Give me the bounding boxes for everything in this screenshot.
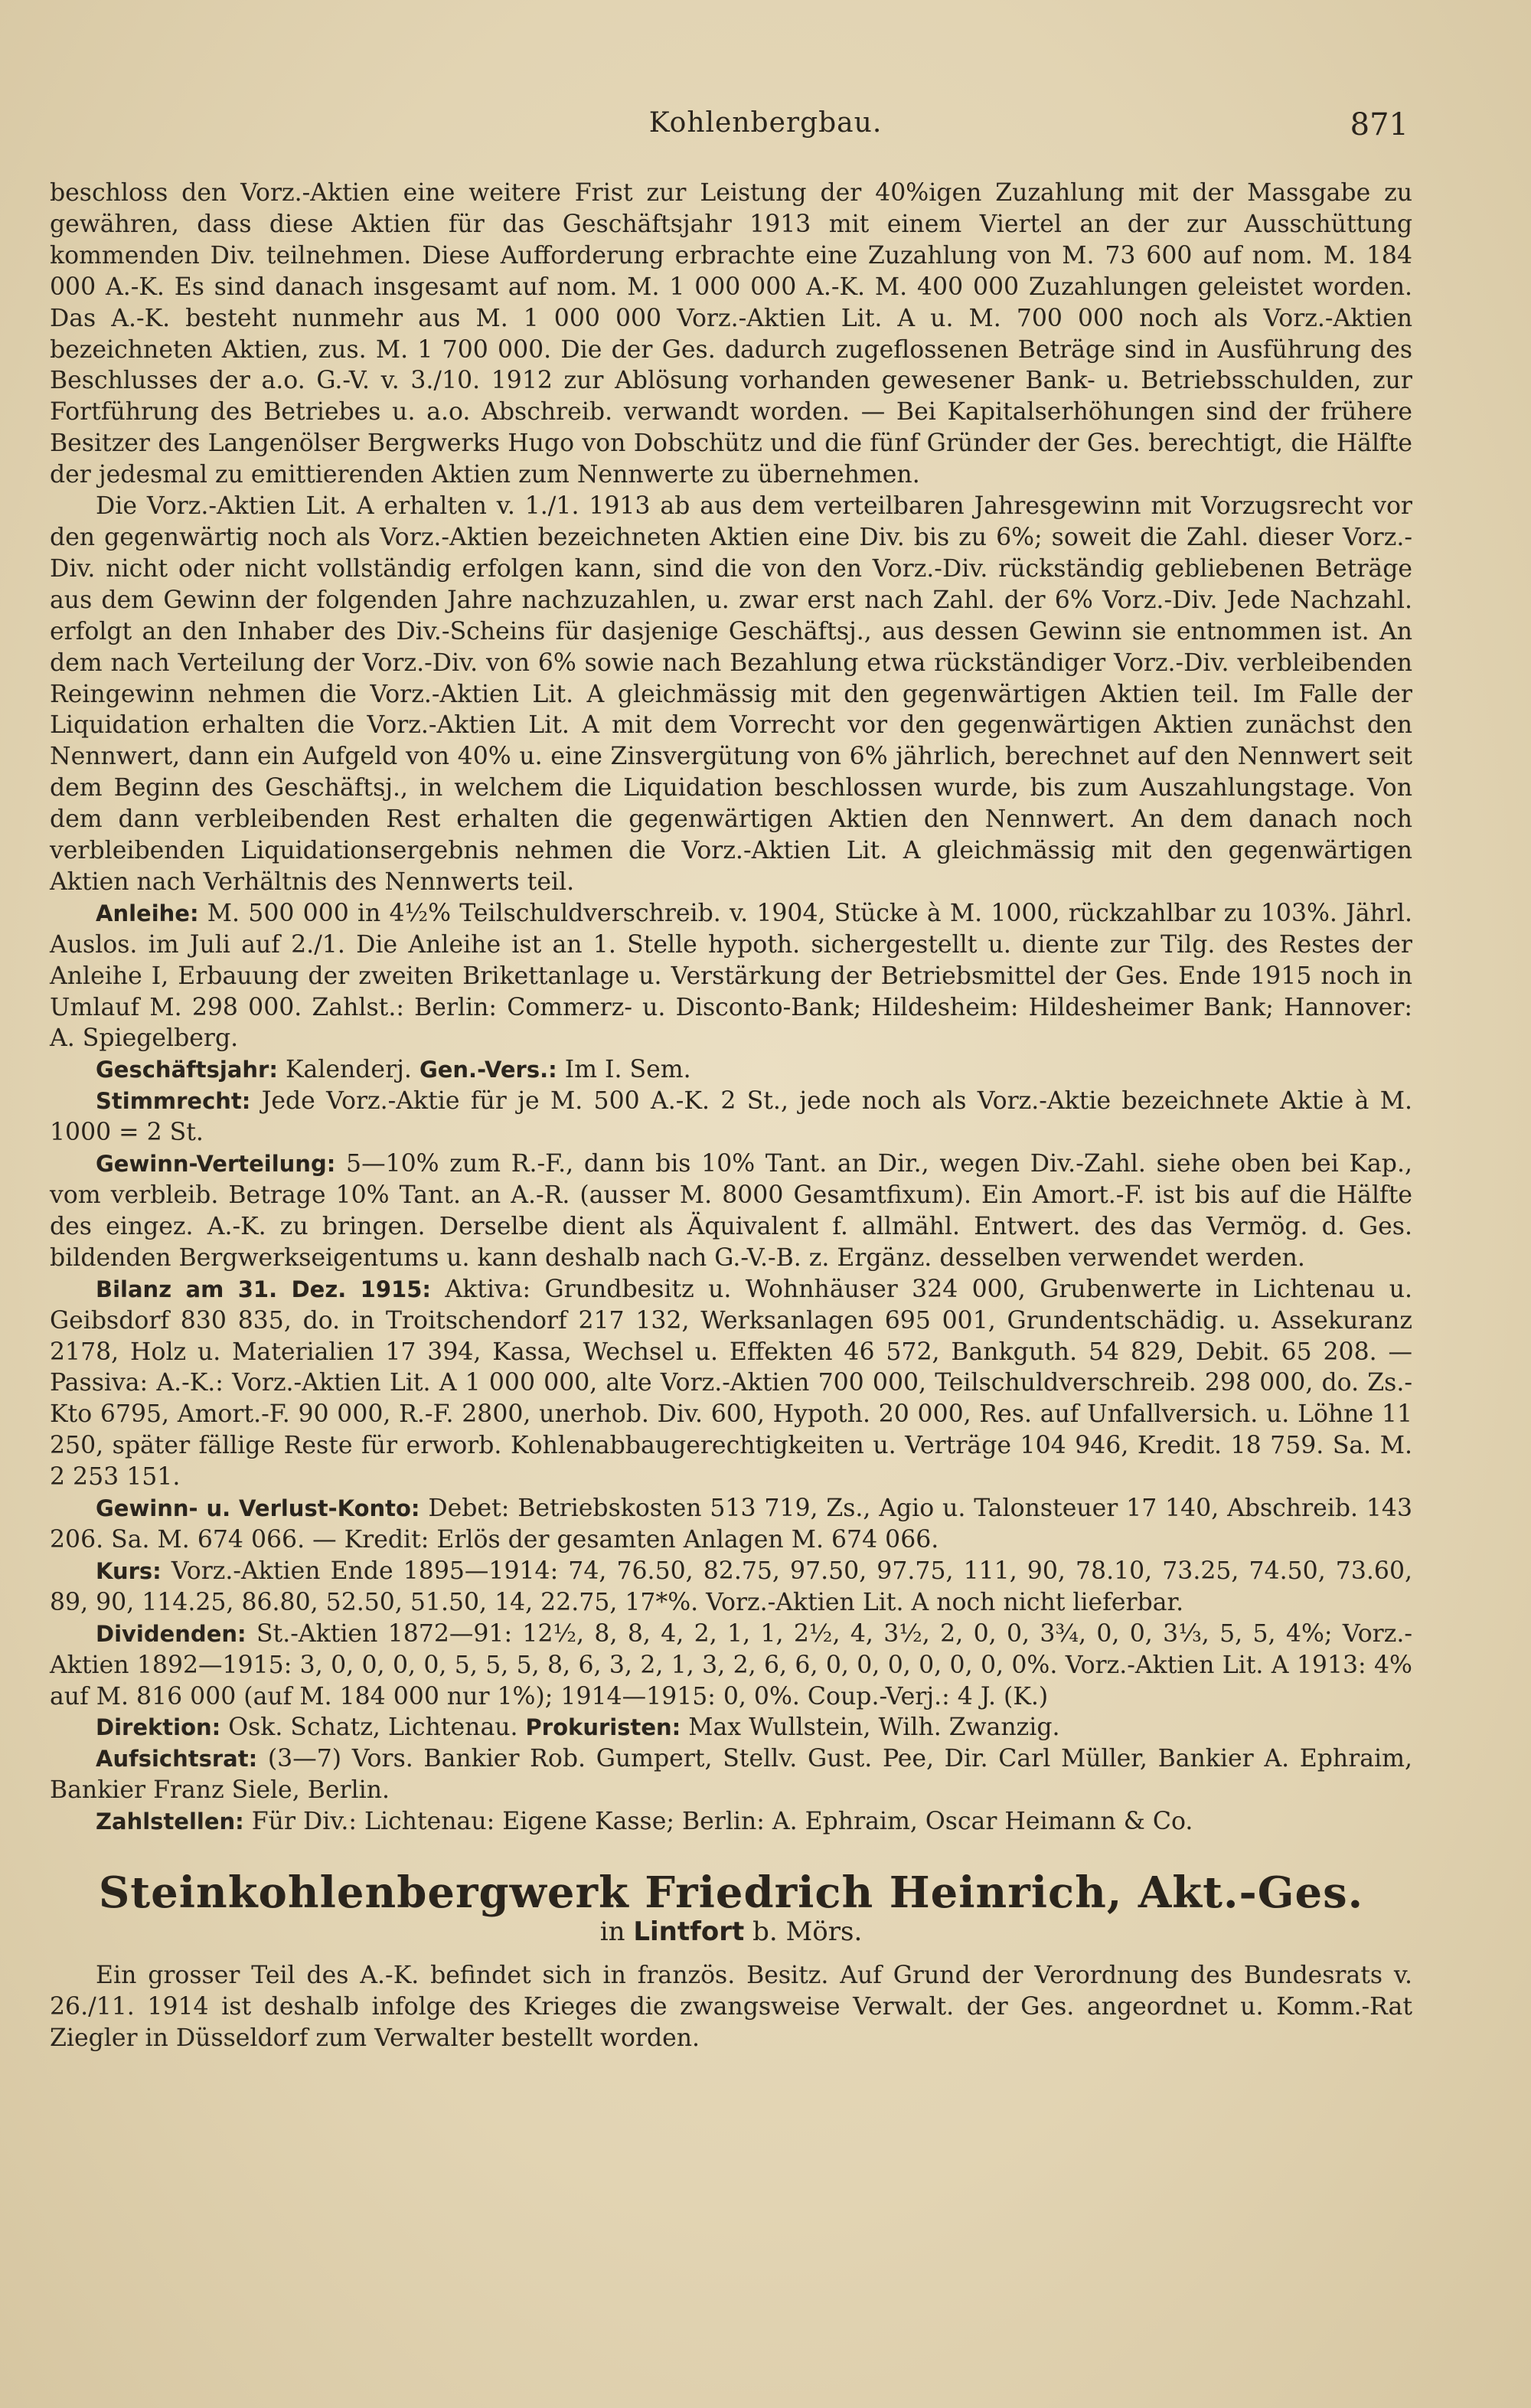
- location-prefix: in: [599, 1916, 625, 1947]
- entry-text: Jede Vorz.-Aktie für je M. 500 A.-K. 2 St., jede noch als Vorz.-Aktie bezeichnete Aktie à M. 1000 = 2 St.: [50, 1087, 1412, 1147]
- entry-text: Vorz.-Aktien Ende 1895—1914: 74, 76.50, 82.75, 97.50, 97.75, 111, 90, 78.10, 73.25, 74.50, 73.60, 89, 90, 114.25, 86.80, 52.50, 51.50, 14, 22.75, 17*%. Vorz.-Aktien Lit. A noch nicht lieferbar.: [50, 1557, 1413, 1616]
- location-suffix: b. Mörs.: [752, 1916, 863, 1947]
- entry-geschaeftsjahr: [50, 1054, 1412, 1086]
- entry-bilanz: [50, 1274, 1412, 1493]
- paragraph-capital: beschloss den Vorz.-Aktien eine weitere Frist zur Leistung der 40%igen Zuzahlung mit der Massgabe zu gewähren, dass diese Aktien für das Geschäftsjahr 1913 mit einem Viertel an der zur Ausschüttung kommenden Div. teilnehmen. Diese Aufforderung erbrachte eine Zuzahlung von M. 73 600 auf nom. M. 184 000 A.-K. Es sind danach insgesamt auf nom. M. 1 000 000 A.-K. M. 400 000 Zuzahlungen geleistet worden. Das A.-K. besteht nunmehr aus M. 1 000 000 Vorz.-Aktien Lit. A u. M. 700 000 noch als Vorz.-Aktien bezeichneten Aktien, zus. M. 1 700 000. Die der Ges. dadurch zugeflossenen Beträge sind in Ausführung des Beschlusses der a.o. G.-V. v. 3./10. 1912 zur Ablösung vorhanden gewesener Bank- u. Betriebsschulden, zur Fortführung des Betriebes u. a.o. Abschreib. verwandt worden. — Bei Kapitalserhöhungen sind der frühere Besitzer des Langenölser Bergwerks Hugo von Dobschütz und die fünf Gründer der Ges. berechtigt, die Hälfte der jedesmal zu emittierenden Aktien zum Nennwerte zu übernehmen.: [50, 179, 1412, 489]
- entry-text: Aktiva: Grundbesitz u. Wohnhäuser 324 000, Grubenwerte in Lichtenau u. Geibsdorf 830 835, do. in Troitschendorf 217 132, Werksanlagen 695 001, Grundentschädig. u. Assekuranz 2178, Holz u. Materialien 17 394, Kassa, Wechsel u. Effekten 46 572, Bankguth. 54 829, Debit. 65 208. — Passiva: A.-K.: Vorz.-Aktien Lit. A 1 000 000, alte Vorz.-Aktien 700 000, Teilschuldverschreib. 298 000, do. Zs.-Kto 6795, Amort.-F. 90 000, R.-F. 2800, unerhob. Div. 600, Hypoth. 20 000, Res. auf Unfallversich. u. Löhne 11 250, später fällige Reste für erworb. Kohlenabbaugerechtigkeiten u. Verträge 104 946, Kredit. 18 759. Sa. M. 2 253 151.: [50, 1275, 1413, 1492]
- entry-text: Osk. Schatz, Lichtenau.: [228, 1714, 518, 1742]
- company-location: [50, 1916, 1412, 1948]
- entry-anleihe: [50, 898, 1412, 1055]
- entry-text: M. 500 000 in 4½% Teilschuldverschreib. v. 1904, Stücke à M. 1000, rückzahlbar zu 103%. Jährl. Auslos. im Juli auf 2./1. Die Anleihe ist an 1. Stelle hypoth. sichergestellt u. diente zur Tilg. des Restes der Anleihe I, Erbauung der zweiten Brikettanlage u. Verstärkung der Betriebsmittel der Ges. Ende 1915 noch in Umlauf M. 298 000. Zahlst.: Berlin: Commerz- u. Disconto-Bank; Hildesheim: Hildesheimer Bank; Hannover: A. Spiegelberg.: [50, 899, 1412, 1053]
- entry-text-2: Im I. Sem.: [564, 1056, 691, 1084]
- entry-dividenden: [50, 1619, 1412, 1713]
- entry-label: Anleihe:: [96, 900, 199, 926]
- page-number: 871: [1350, 107, 1409, 142]
- entry-text: Kalenderj.: [285, 1056, 412, 1084]
- entry-text: Debet: Betriebskosten 513 719, Zs., Agio u. Talonsteuer 17 140, Abschreib. 143 206. Sa. M. 674 066. — Kredit: Erlös der gesamten Anlagen M. 674 066.: [50, 1495, 1413, 1554]
- entry-label: Zahlstellen:: [96, 1808, 244, 1835]
- entry-label: Gewinn- u. Verlust-Konto:: [96, 1495, 420, 1522]
- entry-label: Gewinn-Verteilung:: [96, 1151, 336, 1178]
- entry-text: (3—7) Vors. Bankier Rob. Gumpert, Stellv. Gust. Pee, Dir. Carl Müller, Bankier A. Ephraim, Bankier Franz Siele, Berlin.: [50, 1745, 1412, 1805]
- entry-label: Dividenden:: [96, 1620, 246, 1647]
- entry-gewinn-verlust: [50, 1493, 1412, 1556]
- entry-stimmrecht: [50, 1086, 1412, 1148]
- paragraph-preferred-shares: Die Vorz.-Aktien Lit. A erhalten v. 1./1. 1913 ab aus dem verteilbaren Jahresgewinn mit Vorzugsrecht vor den gegenwärtig noch als Vorz.-Aktien bezeichneten Aktien eine Div. bis zu 6%; soweit die Zahl. dieser Vorz.-Div. nicht oder nicht vollständig erfolgen kann, sind die von den Vorz.-Div. rückständig gebliebenen Beträge aus dem Gewinn der folgenden Jahre nachzuzahlen, u. zwar erst nach Zahl. der 6% Vorz.-Div. Jede Nachzahl. erfolgt an den Inhaber des Div.-Scheins für dasjenige Geschäftsj., aus dessen Gewinn sie entnommen ist. An dem nach Verteilung der Vorz.-Div. von 6% sowie nach Bezahlung etwa rückständiger Vorz.-Div. verbleibenden Reingewinn nehmen die Vorz.-Aktien Lit. A gleichmässig mit den gegenwärtigen Aktien teil. Im Falle der Liquidation erhalten die Vorz.-Aktien Lit. A mit dem Vorrecht vor den gegenwärtigen Aktien zunächst den Nennwert, dann ein Aufgeld von 40% u. eine Zinsvergütung von 6% jährlich, berechnet auf den Nennwert seit dem Beginn des Geschäftsj., in welchem die Liquidation beschlossen wurde, bis zum Auszahlungstage. Von dem dann verbleibenden Rest erhalten die gegenwärtigen Aktien den Nennwert. An dem danach noch verbleibenden Liquidationsergebnis nehmen die Vorz.-Aktien Lit. A gleichmässig mit den gegenwärtigen Aktien nach Verhältnis des Nennwerts teil.: [50, 492, 1412, 896]
- entry-aufsichtsrat: [50, 1743, 1412, 1806]
- entry-kurs: [50, 1556, 1412, 1619]
- entry-text: Für Div.: Lichtenau: Eigene Kasse; Berlin: A. Ephraim, Oscar Heimann & Co.: [251, 1808, 1193, 1836]
- entry-label: Kurs:: [96, 1557, 162, 1584]
- entry-text-2: Max Wullstein, Wilh. Zwanzig.: [688, 1714, 1060, 1742]
- entry-zahlstellen: [50, 1806, 1412, 1838]
- entry-label: Geschäftsjahr:: [96, 1057, 278, 1083]
- paragraph-closing: Ein grosser Teil des A.-K. befindet sich in französ. Besitz. Auf Grund der Verordnung des Bundesrats v. 26./11. 1914 ist deshalb infolge des Krieges die zwangsweise Verwalt. der Ges. angeordnet u. Komm.-Rat Ziegler in Düsseldorf zum Verwalter bestellt worden.: [50, 1961, 1412, 2052]
- entry-label: Aufsichtsrat:: [96, 1746, 258, 1773]
- entry-text: 5—10% zum R.-F., dann bis 10% Tant. an Dir., wegen Div.-Zahl. siehe oben bei Kap., vom verbleib. Betrage 10% Tant. an A.-R. (ausser M. 8000 Gesamtfixum). Ein Amort.-F. ist bis auf die Hälfte des eingez. A.-K. zu bringen. Derselbe dient als Äquivalent f. allmähl. Entwert. des das Vermög. d. Ges. bildenden Bergwerkseigentums u. kann deshalb nach G.-V.-B. z. Ergänz. desselben verwendet werden.: [50, 1150, 1412, 1272]
- entry-label: Stimmrecht:: [96, 1088, 251, 1115]
- entry-gewinn-verteilung: [50, 1148, 1412, 1274]
- company-heading: Steinkohlenbergwerk Friedrich Heinrich, Akt.-Ges.: [98, 1867, 1364, 1919]
- entry-text: St.-Aktien 1872—91: 12½, 8, 8, 4, 2, 1, 1, 2½, 4, 3½, 2, 0, 0, 3¾, 0, 0, 3⅓, 5, 5, 4%; Vorz.-Aktien 1892—1915: 3, 0, 0, 0, 0, 5, 5, 5, 8, 6, 3, 2, 1, 3, 2, 6, 6, 0, 0, 0, 0, 0, 0, 0%. Vorz.-Aktien Lit. A 1913: 4% auf M. 816 000 (auf M. 184 000 nur 1%); 1914—1915: 0, 0%. Coup.-Verj.: 4 J. (K.): [50, 1619, 1412, 1710]
- running-header: [46, 107, 1485, 153]
- entry-label-2: Prokuristen:: [525, 1714, 681, 1741]
- entry-label: Bilanz am 31. Dez. 1915:: [96, 1276, 431, 1302]
- main-text: [50, 178, 1412, 2054]
- running-title: Kohlenbergbau.: [648, 107, 883, 139]
- entry-label-2: Gen.-Vers.:: [419, 1057, 557, 1083]
- entry-direktion: [50, 1712, 1412, 1743]
- entry-label: Direktion:: [96, 1714, 221, 1741]
- location-city: Lintfort: [633, 1916, 745, 1947]
